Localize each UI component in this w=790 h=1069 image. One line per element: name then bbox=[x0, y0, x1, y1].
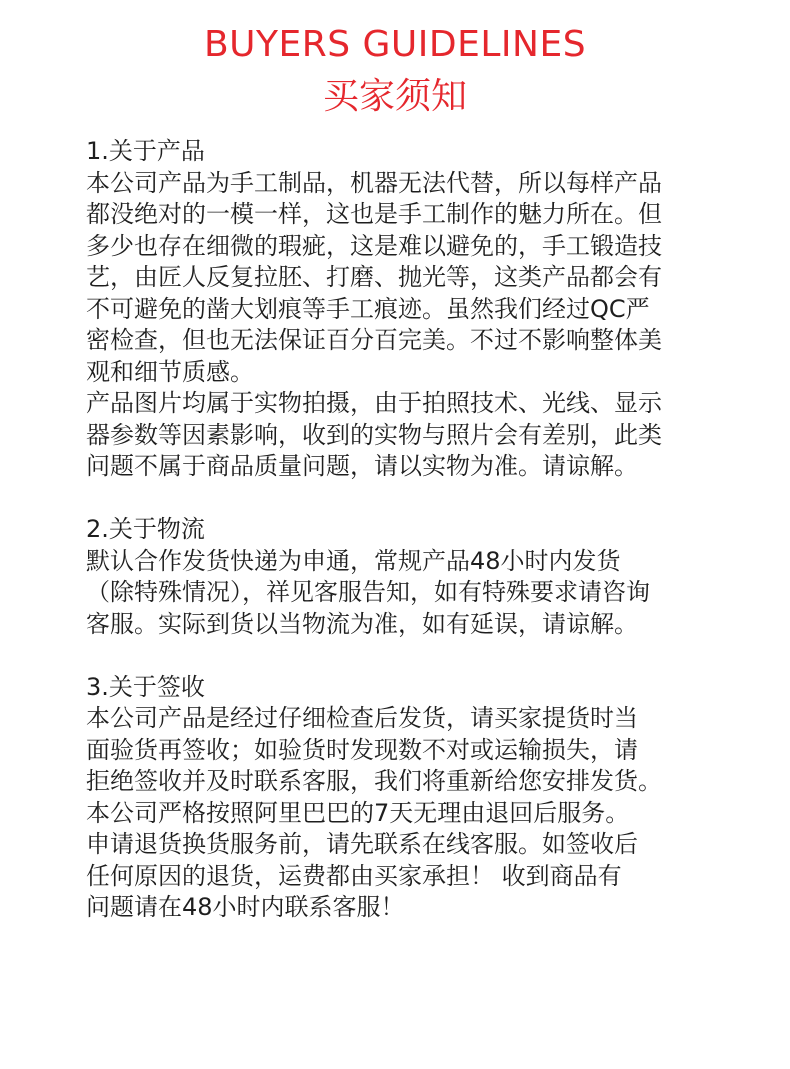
paragraph-line: 申请退货换货服务前，请先联系在线客服。如签收后 bbox=[86, 830, 638, 858]
paragraph-line: 本公司产品是经过仔细检查后发货，请买家提货时当 bbox=[86, 704, 638, 732]
paragraph-line: 拒绝签收并及时联系客服，我们将重新给您安排发货。 bbox=[86, 767, 662, 795]
section-spacer bbox=[86, 640, 726, 672]
section-receipt bbox=[86, 672, 726, 924]
paragraph-line: 客服。实际到货以当物流为准，如有延误，请谅解。 bbox=[86, 609, 638, 638]
section-product bbox=[86, 136, 726, 483]
paragraph-line: （除特殊情况），祥见客服告知，如有特殊要求请咨询 bbox=[86, 578, 650, 606]
paragraph-line: 产品图片均属于实物拍摄，由于拍照技术、光线、显示 bbox=[86, 389, 662, 417]
paragraph-line: 默认合作发货快递为申通，常规产品48小时内发货 bbox=[86, 546, 621, 575]
title-chinese: 买家须知 bbox=[322, 76, 467, 117]
paragraph-line: 密检查，但也无法保证百分百完美。不过不影响整体美 bbox=[86, 326, 662, 354]
section-logistics bbox=[86, 514, 726, 640]
section-heading: 2.关于物流 bbox=[86, 515, 205, 543]
paragraph-line: 都没绝对的一模一样，这也是手工制作的魅力所在。但 bbox=[86, 200, 662, 228]
paragraph-line: 任何原因的退货，运费都由买家承担！ 收到商品有 bbox=[86, 861, 622, 890]
paragraph-line: 观和细节质感。 bbox=[86, 357, 254, 386]
paragraph-line: 本公司产品为手工制品，机器无法代替，所以每样产品 bbox=[86, 168, 662, 197]
paragraph-line: 艺，由匠人反复拉胚、打磨、抛光等，这类产品都会有 bbox=[86, 263, 662, 291]
paragraph-line: 问题不属于商品质量问题，请以实物为准。请谅解。 bbox=[86, 452, 638, 480]
page-header bbox=[0, 22, 790, 120]
paragraph-line: 多少也存在细微的瑕疵，这是难以避免的，手工锻造技 bbox=[86, 231, 662, 260]
guidelines-body bbox=[86, 136, 726, 924]
paragraph-line: 本公司严格按照阿里巴巴的7天无理由退回后服务。 bbox=[86, 798, 630, 827]
paragraph-line: 器参数等因素影响，收到的实物与照片会有差别，此类 bbox=[86, 420, 662, 449]
section-spacer bbox=[86, 483, 726, 515]
paragraph-line: 问题请在48小时内联系客服！ bbox=[86, 893, 405, 921]
paragraph-line: 面验货再签收；如验货时发现数不对或运输损失，请 bbox=[86, 735, 638, 764]
title-english: BUYERS GUIDELINES bbox=[203, 24, 587, 65]
section-heading: 3.关于签收 bbox=[86, 672, 205, 701]
section-heading: 1.关于产品 bbox=[86, 137, 205, 165]
paragraph-line: 不可避免的凿大划痕等手工痕迹。虽然我们经过QC严 bbox=[86, 294, 650, 323]
